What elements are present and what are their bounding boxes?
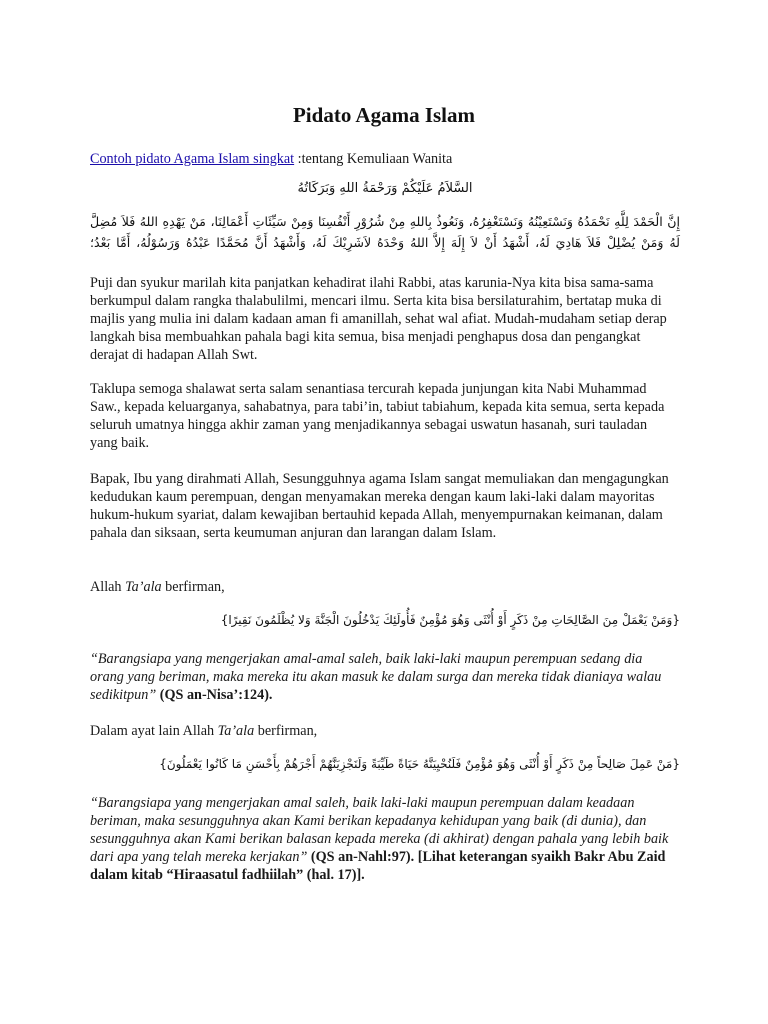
quote-nisa bbox=[90, 650, 678, 704]
page-title: Pidato Agama Islam bbox=[292, 103, 475, 127]
paragraph-women: Bapak, Ibu yang dirahmati Allah, Sesungguhnya agama Islam sangat memuliakan dan mengagungkan kedudukan kaum perempuan, dengan menyamakan mereka dengan kaum laki-laki dalam mayoritas hukum-hukum syariat, dalam kewajiban bertauhid kepada Allah, menyempurnakan keimanan, dalam pahala dan siksaan, serta keumuman anjuran dan larangan dalam Islam. bbox=[90, 471, 669, 541]
quote-nisa-ref: (QS an-Nisa’:124). bbox=[156, 687, 273, 703]
quote-nahl-ref: (QS an-Nahl:97). [Lihat keterangan syaikh Bakr Abu Zaid dalam kitab “Hiraasatul fadhiilah” (hal. 17)]. bbox=[90, 849, 666, 883]
intro-topic: :tentang Kemuliaan Wanita bbox=[294, 151, 453, 167]
firman-line-2: Dalam ayat lain Allah Ta’ala berfirman, bbox=[90, 723, 318, 739]
paragraph-praise: Puji dan syukur marilah kita panjatkan kehadirat ilahi Rabbi, atas karunia-Nya kita bisa sama-sama berkumpul dalam rangka thalabulilmi, mencari ilmu. Serta kita bisa bersilaturahim, bertatap muka di majlis yang mulia ini dalam kadaan aman fi amanillah, sehat wal afiat. Mudah-mudaham setiap derap langkah bisa membuahkan pahala bagi kita semua, bisa menjadi penghapus dosa dan pengangkat derajat di hadapan Allah Swt. bbox=[90, 275, 667, 363]
quote-nahl bbox=[90, 794, 678, 884]
arabic-salam: السَّلاَمُ عَلَيْكُمْ وَرَحْمَةُ اللهِ وَبَرَكَاتُهُ bbox=[297, 181, 473, 196]
taala-word: Ta’ala bbox=[125, 579, 162, 595]
paragraph-shalawat: Taklupa semoga shalawat serta salam senantiasa tercurah kepada junjungan kita Nabi Muhammad Saw., kepada keluarganya, sahabatnya, para tabi’in, tabiut tabiahum, kepada kita semua, serta kepada seluruh umatnya hingga akhir zaman yang menjadikannya sebagai uswatun hasanah, suri tauladan yang baik. bbox=[90, 381, 665, 451]
quote-nisa-text: “Barangsiapa yang mengerjakan amal-amal saleh, baik laki-laki maupun perempuan sedang dia orang yang beriman, maka mereka itu akan masuk ke dalam surga dan mereka tidak dianiaya walau sedikitpun” bbox=[90, 651, 662, 703]
arabic-ayat-nisa: {وَمَنْ يَعْمَلْ مِنَ الصَّالِحَاتِ مِنْ ذَكَرٍ أَوْ أُنْثَى وَهُوَ مُؤْمِنٌ فَأُولَئِكَ يَدْخُلُونَ الْجَنَّةَ وَلا يُظْلَمُونَ نَقِيرًا} bbox=[220, 613, 680, 627]
article-link[interactable]: Contoh pidato Agama Islam singkat bbox=[90, 151, 295, 167]
intro-line bbox=[90, 150, 678, 168]
taala-word: Ta’ala bbox=[217, 723, 255, 739]
quote-nahl-text: “Barangsiapa yang mengerjakan amal saleh, baik laki-laki maupun perempuan dalam keadaan beriman, maka sesungguhnya akan Kami berikan kepadanya kehidupan yang baik (di dunia), dan sesungguhnya akan Kami berikan balasan kepada mereka (di akhirat) dengan pahala yang lebih baik dari apa yang telah mereka kerjakan” bbox=[90, 795, 669, 865]
arabic-opening: إِنَّ الْحَمْدَ لِلَّهِ نَحْمَدُهُ وَنَسْتَعِيْنُهُ وَنَسْتَغْفِرُهُ، وَنَعُوذُ بِاللهِ مِنْ شُرُوْرِ أَنْفُسِنَا وَمِنْ سَيِّئَاتِ أَعْمَالِنَا، مَنْ يَهْدِهِ اللهُ فَلاَ مُضِلَّ لَهُ وَمَنْ يُضْلِلْ فَلاَ هَادِيَ لَهُ، أَشْهَدُ أَنْ لاَ إِلَهَ إِلاَّ اللهُ وَحْدَهُ لاَشَرِيْكَ لَهُ، وَأَشْهَدُ أَنَّ مُحَمَّدًا عَبْدُهُ وَرَسُوْلُهُ، أَمَّا بَعْدُ؛ bbox=[90, 214, 680, 250]
arabic-ayat-nahl: {مَنْ عَمِلَ صَالِحاً مِنْ ذَكَرٍ أَوْ أُنْثَى وَهُوَ مُؤْمِنٌ فَلَنُحْيِيَنَّهُ حَيَاةً طَيِّبَةً وَلَنَجْزِيَنَّهُمْ أَجْرَهُمْ بِأَحْسَنِ مَا كَانُوا يَعْمَلُونَ} bbox=[159, 757, 680, 771]
firman-line-1: Allah Ta’ala berfirman, bbox=[90, 579, 225, 595]
